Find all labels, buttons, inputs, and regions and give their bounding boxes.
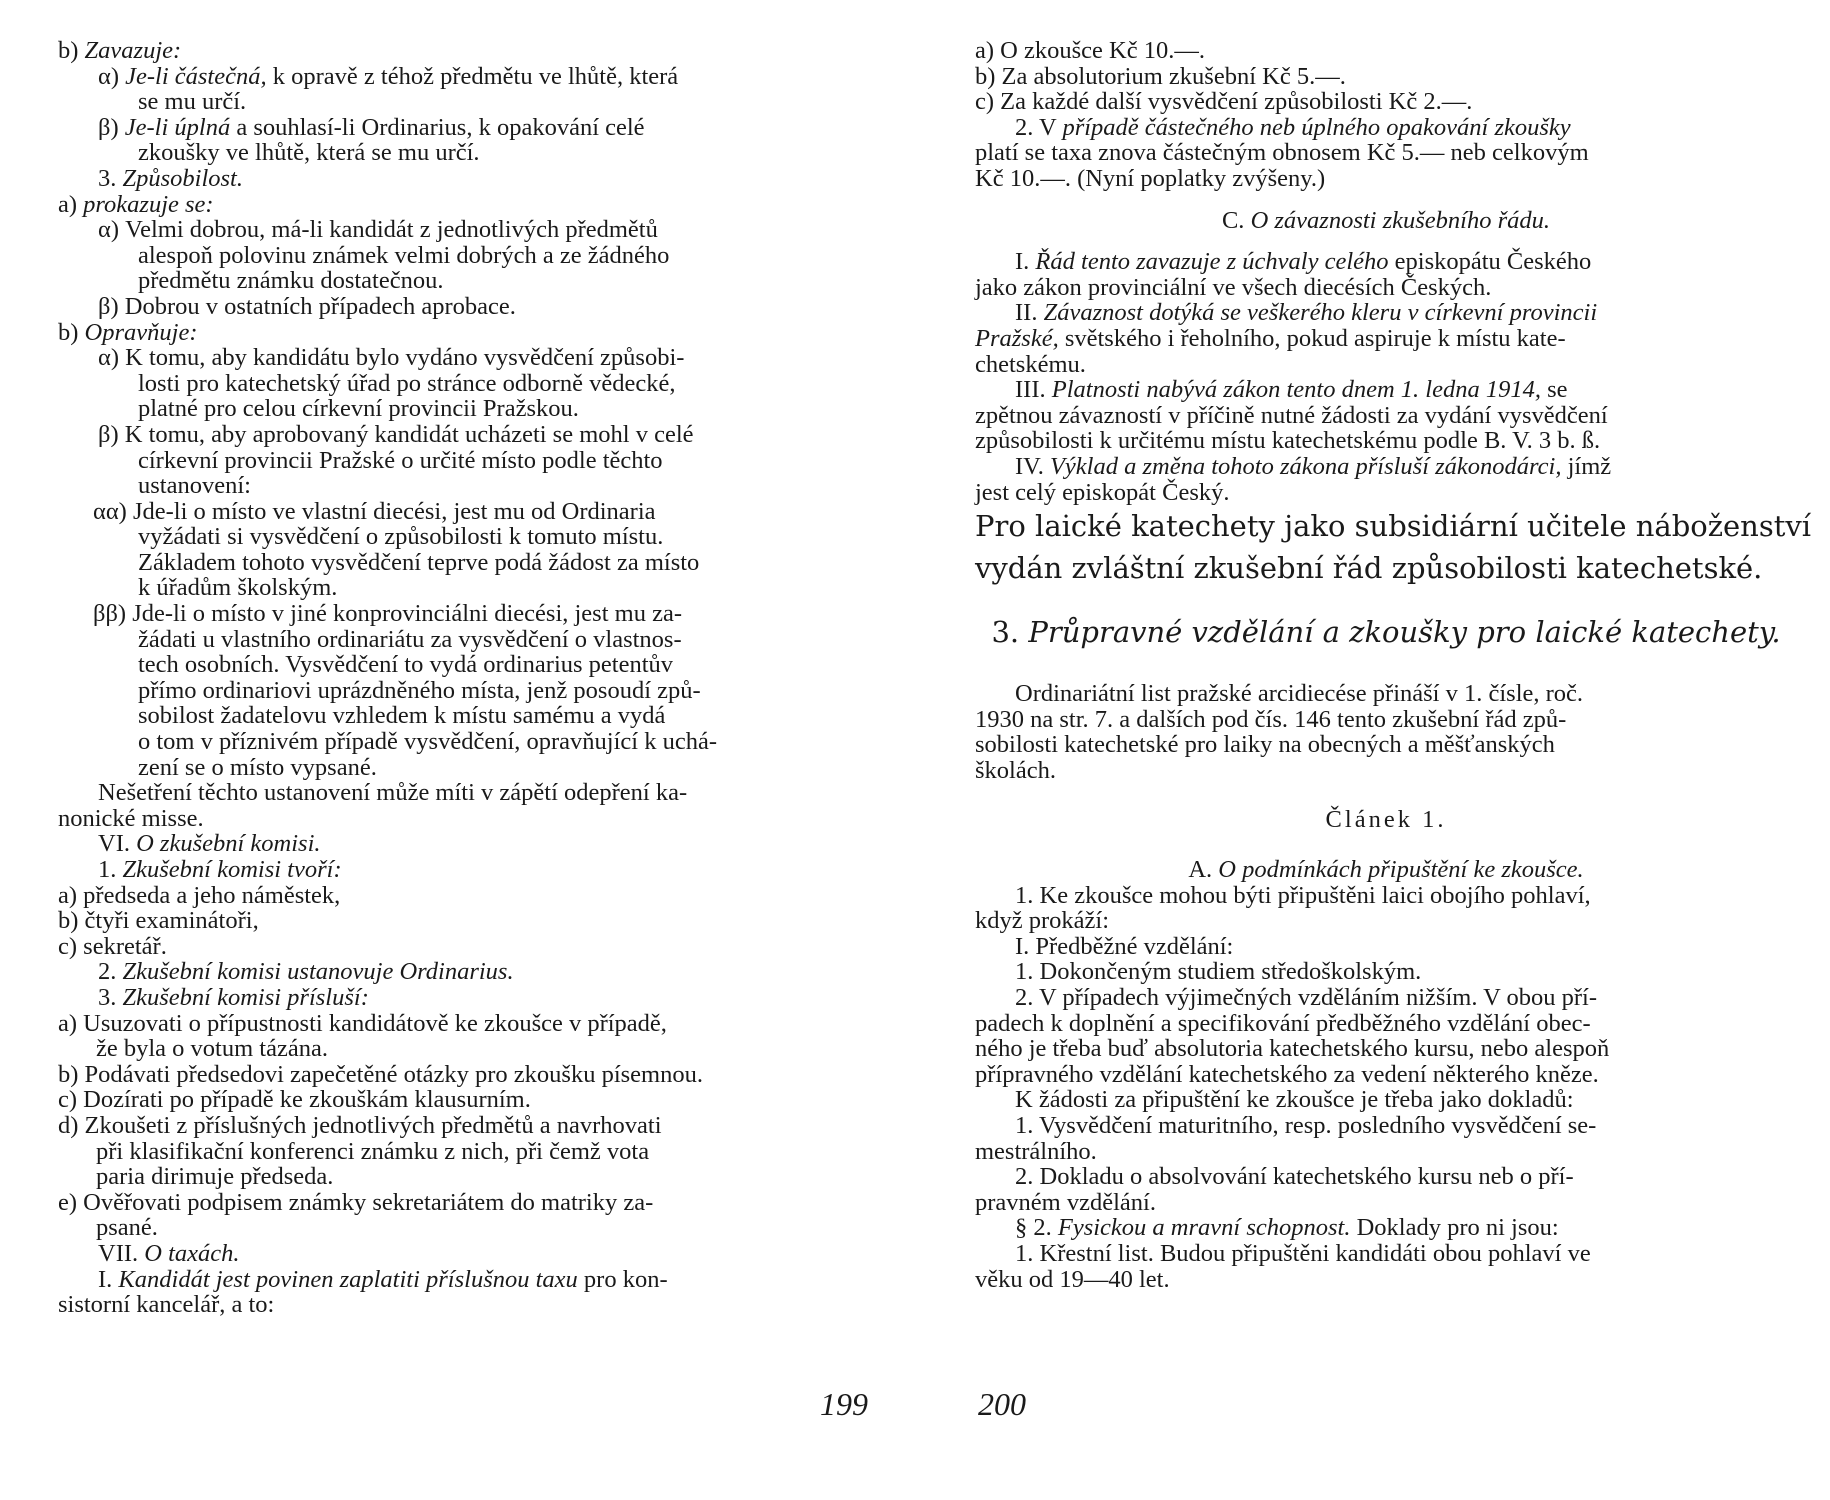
article-1-heading: Článek 1. [1325, 806, 1447, 834]
text-line [975, 1190, 1797, 1216]
text-line [58, 448, 873, 474]
text-line [975, 1062, 1797, 1088]
section-c-heading [975, 208, 1797, 234]
line-text: ββ) Jde-li o místo v jiné konprovinciálni diecési, jest mu za- [93, 600, 682, 628]
line-italic-text: Fysickou a mravní schopnost. [1057, 1214, 1351, 1242]
line-italic-text: Je-li částečná, [125, 62, 267, 90]
text-line [975, 377, 1797, 403]
text-line [58, 1190, 873, 1216]
text-line [975, 681, 1797, 707]
text-line [58, 371, 873, 397]
text-line [975, 166, 1797, 192]
heading-text: A. [1188, 856, 1219, 884]
text-line [58, 806, 873, 832]
text-line [58, 780, 873, 806]
text-line [975, 480, 1797, 506]
text-line [58, 192, 873, 218]
text-line [58, 908, 873, 934]
line-italic-text: prokazuje se: [83, 190, 214, 218]
line-text: sobilosti katechetské pro laiky na obecných a měšťanských [975, 731, 1555, 759]
text-line [58, 959, 873, 985]
line-text: přímo ordinariovi uprázdněného místa, jenž posoudí způ- [138, 676, 701, 704]
text-line [58, 422, 873, 448]
text-line [975, 1011, 1797, 1037]
line-text: 3. [98, 164, 123, 192]
text-line [58, 652, 873, 678]
line-text: při klasifikační konferenci známku z nich, při čemž vota [96, 1137, 650, 1165]
text-line [58, 883, 873, 909]
text-line [975, 959, 1797, 985]
text-line [58, 166, 873, 192]
line-text: platí se taxa znova částečným obnosem Kč 5.— neb celkovým [975, 139, 1589, 167]
text-line [975, 115, 1797, 141]
line-text: pravném vzdělání. [975, 1188, 1156, 1216]
line-text: a) předseda a jeho náměstek, [58, 881, 341, 909]
text-line [975, 64, 1797, 90]
text-line [975, 732, 1797, 758]
text-line [58, 320, 873, 346]
line-text: 2. V [1015, 113, 1063, 141]
line-text: platné pro celou církevní provincii Pražskou. [138, 395, 579, 423]
text-line [58, 1087, 873, 1113]
line-text: I. Předběžné vzdělání: [1015, 932, 1234, 960]
line-italic-text: O taxách. [144, 1239, 240, 1267]
line-text: b) Podávati předsedovi zapečetěné otázky pro zkoušku písemnou. [58, 1060, 703, 1088]
line-text: a) O zkoušce Kč 10.—. [975, 37, 1205, 64]
line-text: b) [58, 37, 85, 64]
lay-catechist-note-line-2: vydán zvláštní zkušební řád způsobilosti katechetské. [975, 551, 1763, 586]
line-italic-text: případě částečného neb úplného opakování zkoušky [1062, 113, 1571, 141]
text-line [58, 524, 873, 550]
line-text: b) Za absolutorium zkušební Kč 5.—. [975, 62, 1346, 90]
line-text: losti pro katechetský úřad po stránce odborně vědecké, [138, 369, 676, 397]
line-text: padech k doplnění a specifikování předběžného vzdělání obec- [975, 1009, 1591, 1037]
line-text: 1. [98, 856, 123, 883]
text-line [975, 1164, 1797, 1190]
line-text: o tom v příznivém případě vysvědčení, opravňující k uchá- [138, 728, 717, 756]
text-line [58, 1241, 873, 1267]
line-text: přípravného vzdělání katechetského za vedení některého kněze. [975, 1060, 1599, 1088]
left-page [58, 38, 873, 1318]
line-text: VI. [98, 830, 137, 858]
text-line [975, 1036, 1797, 1062]
right-page [975, 37, 1812, 1293]
admission-conditions-block [975, 883, 1797, 1293]
line-text-rest: Doklady pro ni jsou: [1350, 1214, 1559, 1242]
text-line [975, 275, 1797, 301]
text-line [58, 115, 873, 141]
line-italic-text: Kandidát jest povinen zaplatiti příslušnou taxu [118, 1265, 578, 1293]
line-text-rest: pro kon- [577, 1265, 668, 1293]
line-text: K žádosti za připuštění ke zkoušce je třeba jako dokladů: [1015, 1086, 1574, 1114]
line-text: tech osobních. Vysvědčení to vydá ordinarius petentův [138, 651, 674, 679]
heading-italic-text: O podmínkách připuštění ke zkoušce. [1218, 856, 1584, 884]
text-line [975, 300, 1797, 326]
line-italic-text: Způsobilost. [122, 164, 243, 192]
text-line [975, 454, 1797, 480]
lay-catechist-note-line-1: Pro laické katechety jako subsidiární učitele náboženství [975, 509, 1812, 544]
text-line [58, 1062, 873, 1088]
text-line [58, 934, 873, 960]
section-3-heading [975, 611, 1797, 653]
line-italic-text: Výklad a změna tohoto zákona přísluší zákonodárci, [1049, 452, 1562, 480]
line-text: zpětnou závazností v příčině nutné žádosti za vydání vysvědčení [975, 401, 1608, 429]
text-line [58, 601, 873, 627]
line-text: Nešetření těchto ustanovení může míti v zápětí odepření ka- [98, 779, 688, 807]
text-line [58, 1267, 873, 1293]
text-line [975, 140, 1797, 166]
text-line [58, 985, 873, 1011]
text-line [58, 857, 873, 883]
line-text: c) sekretář. [58, 932, 167, 960]
text-line [58, 678, 873, 704]
text-line [58, 729, 873, 755]
line-text: jest celý episkopát Český. [975, 478, 1230, 506]
text-line [58, 243, 873, 269]
text-line [975, 249, 1797, 275]
text-line [58, 550, 873, 576]
line-text-rest: episkopátu Českého [1388, 248, 1592, 276]
line-text: zkoušky ve lhůtě, která se mu určí. [138, 139, 480, 167]
line-text: VII. [98, 1239, 145, 1267]
line-text: d) Zkoušeti z příslušných jednotlivých předmětů a navrhovati [58, 1111, 662, 1139]
line-text: αα) Jde-li o místo ve vlastní diecési, jest mu od Ordinaria [93, 497, 656, 525]
line-text: 2. Dokladu o absolvování katechetského kursu neb o pří- [1015, 1163, 1574, 1191]
line-text: β) [98, 113, 125, 141]
line-text-rest: se [1540, 376, 1568, 404]
line-text: když prokáží: [975, 907, 1110, 935]
text-line [975, 89, 1797, 115]
text-line [58, 499, 873, 525]
heading-text: 3. [991, 615, 1029, 650]
binding-rules-block [975, 249, 1797, 505]
line-text-rest: jímž [1561, 452, 1612, 480]
text-line [58, 268, 873, 294]
text-line [975, 707, 1797, 733]
line-text: § 2. [1015, 1214, 1058, 1242]
text-line [975, 985, 1797, 1011]
line-italic-text: Řád tento zavazuje z úchvaly celého [1035, 248, 1389, 276]
line-text: a) [58, 190, 84, 218]
line-text: školách. [975, 756, 1056, 784]
spacer [975, 833, 1797, 857]
line-text: 1. Ke zkoušce mohou býti připuštěni laici obojího pohlaví, [1015, 881, 1591, 909]
line-text: jako zákon provinciální ve všech diecésích Českých. [975, 273, 1492, 301]
text-line [58, 1164, 873, 1190]
text-line [58, 831, 873, 857]
line-text: ustanovení: [138, 472, 251, 500]
line-text: zení se o místo vypsané. [138, 753, 377, 781]
text-line [975, 934, 1797, 960]
line-text: ného je třeba buď absolutoria katechetského kursu, nebo alespoň [975, 1035, 1610, 1063]
line-text: chetskému. [975, 350, 1086, 378]
line-italic-text: Zkušební komisi tvoří: [122, 856, 342, 883]
section-a-heading [975, 857, 1797, 883]
text-line [975, 1215, 1797, 1241]
line-italic-text: Závaznost dotýká se veškerého kleru v církevní provincii [1043, 299, 1598, 327]
line-text: 2. V případech výjimečných vzděláním nižším. V obou pří- [1015, 984, 1597, 1012]
line-text: psané. [96, 1214, 158, 1242]
line-text: b) [58, 318, 85, 346]
line-text: 3. [98, 983, 123, 1011]
line-text: sistorní kancelář, a to: [58, 1291, 275, 1319]
line-text: Základem tohoto vysvědčení teprve podá žádost za místo [138, 548, 700, 576]
text-line [58, 217, 873, 243]
line-text: III. [1015, 376, 1052, 404]
right-fees-block [975, 38, 1797, 192]
line-text: 1. Dokončeným studiem středoškolským. [1015, 958, 1422, 986]
text-line [975, 428, 1797, 454]
line-text: mestrálního. [975, 1137, 1097, 1165]
line-italic-text: Zkušební komisi ustanovuje Ordinarius. [122, 958, 514, 986]
text-line [975, 326, 1797, 352]
heading-italic-text: O závaznosti zkušebního řádu. [1250, 206, 1551, 234]
text-line [58, 64, 873, 90]
text-line [975, 758, 1797, 784]
line-text: Ordinariátní list pražské arcidiecése přináší v 1. čísle, roč. [1015, 680, 1584, 708]
line-text: 1. Vysvědčení maturitního, resp. posledního vysvědčení se- [1015, 1112, 1597, 1139]
line-text: α) [98, 62, 126, 90]
text-line [975, 908, 1797, 934]
text-line [58, 575, 873, 601]
text-line [58, 473, 873, 499]
line-text: a) Usuzovati o přípustnosti kandidátově ke zkoušce v případě, [58, 1009, 667, 1037]
line-text: Kč 10.—. (Nyní poplatky zvýšeny.) [975, 164, 1326, 192]
line-text: α) Velmi dobrou, má-li kandidát z jednotlivých předmětů [98, 216, 658, 244]
line-text: e) Ověřovati podpisem známky sekretariátem do matriky za- [58, 1188, 654, 1216]
line-text: nonické misse. [58, 804, 204, 832]
line-text: c) Za každé další vysvědčení způsobilosti Kč 2.—. [975, 88, 1473, 116]
line-italic-text: O zkušební komisi. [136, 830, 321, 858]
text-line [58, 140, 873, 166]
line-italic-text: Pražské, [975, 324, 1059, 352]
line-text: k úřadům školským. [138, 574, 338, 602]
text-line [58, 1113, 873, 1139]
line-text: c) Dozírati po případě ke zkouškám klausurním. [58, 1086, 531, 1114]
text-line [58, 627, 873, 653]
line-text: α) K tomu, aby kandidátu bylo vydáno vysvědčení způsobi- [98, 344, 685, 372]
line-italic-text: Zavazuje: [84, 37, 182, 64]
text-line [58, 1011, 873, 1037]
text-line [58, 1292, 873, 1318]
ordinariate-intro-block [975, 681, 1797, 783]
line-text: alespoň polovinu známek velmi dobrých a ze žádného [138, 241, 670, 269]
line-text: 2. [98, 958, 123, 986]
line-text: IV. [1015, 452, 1050, 480]
heading-text: C. [1221, 206, 1251, 234]
spacer [975, 233, 1797, 249]
text-line [975, 1087, 1797, 1113]
page-number-left: 199 [820, 1386, 868, 1422]
line-text: církevní provincii Pražské o určité místo podle těchto [138, 446, 663, 474]
text-line [58, 1139, 873, 1165]
line-text: 1. Křestní list. Budou připuštěni kandidáti obou pohlaví ve [1015, 1239, 1591, 1267]
text-line [58, 294, 873, 320]
spacer [975, 783, 1797, 807]
text-line [975, 1241, 1797, 1267]
line-text: β) Dobrou v ostatních případech aprobace. [98, 292, 516, 320]
text-line [975, 403, 1797, 429]
line-italic-text: Platnosti nabývá zákon tento dnem 1. ledna 1914, [1051, 376, 1541, 404]
text-line [975, 1113, 1797, 1139]
line-italic-text: Je-li úplná [124, 113, 231, 141]
text-line [975, 883, 1797, 909]
line-text-rest: světského i řeholního, pokud aspiruje k místu kate- [1058, 324, 1566, 352]
text-line [975, 1267, 1797, 1293]
line-text: že byla o votum tázána. [96, 1035, 328, 1063]
text-line [975, 1139, 1797, 1165]
line-text: sobilost žadatelovu vzhledem k místu samému a vydá [138, 702, 666, 730]
line-text: věku od 19—40 let. [975, 1265, 1170, 1293]
line-text: vyžádati si vysvědčení o způsobilosti k tomuto místu. [138, 523, 664, 551]
heading-italic-text: Průpravné vzdělání a zkoušky pro laické katechety. [1028, 615, 1781, 650]
line-text: I. [1015, 248, 1036, 276]
line-text: b) čtyři examinátoři, [58, 907, 259, 935]
text-line [58, 1215, 873, 1241]
line-text: paria dirimuje předseda. [96, 1163, 334, 1191]
text-line [58, 89, 873, 115]
text-line [58, 1036, 873, 1062]
text-line [58, 703, 873, 729]
line-text: I. [98, 1265, 119, 1293]
text-line [58, 38, 873, 64]
line-text: předmětu známku dostatečnou. [138, 267, 444, 295]
page-number-right: 200 [978, 1386, 1026, 1422]
line-text-rest: k opravě z téhož předmětu ve lhůtě, která [266, 62, 679, 90]
text-line [58, 755, 873, 781]
line-italic-text: Opravňuje: [84, 318, 198, 346]
text-line [58, 345, 873, 371]
line-text: se mu určí. [138, 88, 247, 116]
line-italic-text: Zkušební komisi přísluší: [122, 983, 369, 1011]
text-line [58, 396, 873, 422]
line-text-rest: a souhlasí-li Ordinarius, k opakování celé [230, 113, 645, 141]
line-text: II. [1015, 299, 1044, 327]
line-text: 1930 na str. 7. a dalších pod čís. 146 tento zkušební řád způ- [975, 705, 1567, 733]
text-line [975, 38, 1797, 64]
line-text: způsobilosti k určitému místu katechetskému podle B. V. 3 b. ß. [975, 427, 1601, 455]
text-line [975, 352, 1797, 378]
spacer [975, 192, 1797, 208]
line-text: žádati u vlastního ordinariátu za vysvědčení o vlastnos- [138, 625, 682, 653]
line-text: β) K tomu, aby aprobovaný kandidát ucházeti se mohl v celé [98, 420, 694, 448]
